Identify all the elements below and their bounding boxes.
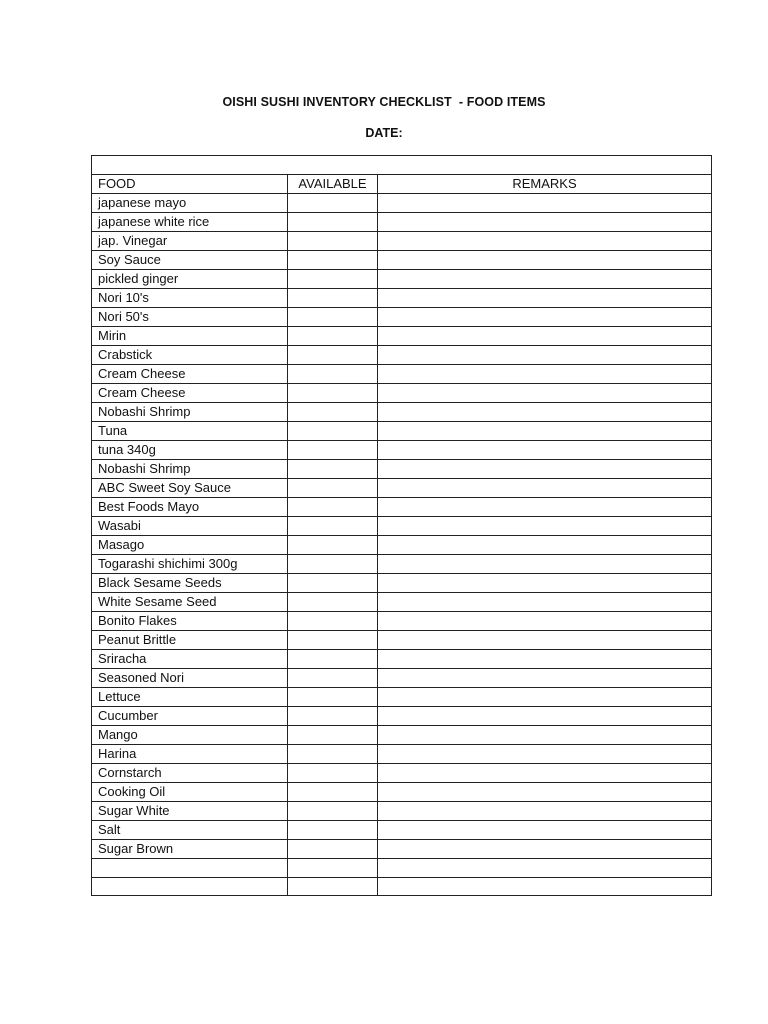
- table-row: [92, 612, 712, 631]
- food-item-cell: Best Foods Mayo: [92, 498, 288, 517]
- available-cell[interactable]: [288, 631, 378, 650]
- table-row: [92, 574, 712, 593]
- available-cell[interactable]: [288, 612, 378, 631]
- food-item-cell: Crabstick: [92, 346, 288, 365]
- available-cell[interactable]: [288, 726, 378, 745]
- table-row: [92, 384, 712, 403]
- available-cell[interactable]: [288, 289, 378, 308]
- table-row: [92, 422, 712, 441]
- table-row: [92, 669, 712, 688]
- available-cell[interactable]: [288, 251, 378, 270]
- available-cell[interactable]: [288, 650, 378, 669]
- table-row: [92, 479, 712, 498]
- remarks-cell[interactable]: [378, 498, 712, 517]
- remarks-cell[interactable]: [378, 536, 712, 555]
- header-remarks: REMARKS: [378, 175, 712, 194]
- remarks-cell[interactable]: [378, 346, 712, 365]
- table-row: [92, 688, 712, 707]
- available-cell[interactable]: [288, 365, 378, 384]
- table-row: [92, 346, 712, 365]
- remarks-cell[interactable]: [378, 194, 712, 213]
- available-cell[interactable]: [288, 840, 378, 859]
- remarks-cell[interactable]: [378, 555, 712, 574]
- remarks-cell[interactable]: [378, 877, 712, 896]
- remarks-cell[interactable]: [378, 251, 712, 270]
- food-item-cell: Lettuce: [92, 688, 288, 707]
- table-row: [92, 631, 712, 650]
- food-item-cell: Sriracha: [92, 650, 288, 669]
- available-cell[interactable]: [288, 232, 378, 251]
- available-cell[interactable]: [288, 479, 378, 498]
- available-cell[interactable]: [288, 783, 378, 802]
- food-item-cell: Harina: [92, 745, 288, 764]
- remarks-cell[interactable]: [378, 840, 712, 859]
- remarks-cell[interactable]: [378, 270, 712, 289]
- food-item-cell: Togarashi shichimi 300g: [92, 555, 288, 574]
- food-item-cell: Peanut Brittle: [92, 631, 288, 650]
- food-item-cell: Salt: [92, 821, 288, 840]
- food-item-cell: Nori 50's: [92, 308, 288, 327]
- table-row: [92, 802, 712, 821]
- remarks-cell[interactable]: [378, 859, 712, 878]
- available-cell[interactable]: [288, 498, 378, 517]
- food-item-cell: Tuna: [92, 422, 288, 441]
- table-row: [92, 213, 712, 232]
- food-item-cell: jap. Vinegar: [92, 232, 288, 251]
- header-food: FOOD: [92, 175, 288, 194]
- remarks-cell[interactable]: [378, 593, 712, 612]
- available-cell[interactable]: [288, 669, 378, 688]
- date-label: DATE:: [365, 126, 403, 140]
- available-cell[interactable]: [288, 707, 378, 726]
- table-row: [92, 745, 712, 764]
- table-row: [92, 840, 712, 859]
- remarks-cell[interactable]: [378, 574, 712, 593]
- remarks-cell[interactable]: [378, 517, 712, 536]
- available-cell[interactable]: [288, 574, 378, 593]
- food-item-cell: Soy Sauce: [92, 251, 288, 270]
- available-cell[interactable]: [288, 384, 378, 403]
- table-row: [92, 593, 712, 612]
- table-row: [92, 403, 712, 422]
- table-row: [92, 726, 712, 745]
- table-row: [92, 783, 712, 802]
- remarks-cell[interactable]: [378, 726, 712, 745]
- inventory-table: [91, 155, 712, 896]
- remarks-cell[interactable]: [378, 707, 712, 726]
- table-row: [92, 821, 712, 840]
- page-title: OISHI SUSHI INVENTORY CHECKLIST - FOOD ITEMS: [222, 95, 546, 109]
- available-cell[interactable]: [288, 745, 378, 764]
- remarks-cell[interactable]: [378, 365, 712, 384]
- available-cell[interactable]: [288, 536, 378, 555]
- available-cell[interactable]: [288, 403, 378, 422]
- food-item-cell: Cornstarch: [92, 764, 288, 783]
- food-item-cell: [92, 877, 288, 896]
- available-cell[interactable]: [288, 802, 378, 821]
- remarks-cell[interactable]: [378, 327, 712, 346]
- available-cell[interactable]: [288, 327, 378, 346]
- table-row: [92, 270, 712, 289]
- remarks-cell[interactable]: [378, 669, 712, 688]
- table-row: [92, 764, 712, 783]
- table-top-blank-row: [92, 156, 712, 175]
- food-item-cell: japanese white rice: [92, 213, 288, 232]
- available-cell[interactable]: [288, 460, 378, 479]
- remarks-cell[interactable]: [378, 802, 712, 821]
- available-cell[interactable]: [288, 877, 378, 896]
- table-row: [92, 650, 712, 669]
- table-row: [92, 308, 712, 327]
- available-cell[interactable]: [288, 441, 378, 460]
- table-row: [92, 441, 712, 460]
- remarks-cell[interactable]: [378, 783, 712, 802]
- food-item-cell: Black Sesame Seeds: [92, 574, 288, 593]
- table-row: [92, 327, 712, 346]
- table-row: [92, 517, 712, 536]
- remarks-cell[interactable]: [378, 308, 712, 327]
- food-item-cell: pickled ginger: [92, 270, 288, 289]
- available-cell[interactable]: [288, 593, 378, 612]
- table-row: [92, 859, 712, 878]
- table-row: [92, 251, 712, 270]
- remarks-cell[interactable]: [378, 460, 712, 479]
- table-row: [92, 555, 712, 574]
- available-cell[interactable]: [288, 308, 378, 327]
- available-cell[interactable]: [288, 422, 378, 441]
- remarks-cell[interactable]: [378, 479, 712, 498]
- available-cell[interactable]: [288, 346, 378, 365]
- food-item-cell: [92, 859, 288, 878]
- header-available: AVAILABLE: [288, 175, 378, 194]
- table-row: [92, 194, 712, 213]
- food-item-cell: Sugar White: [92, 802, 288, 821]
- available-cell[interactable]: [288, 270, 378, 289]
- table-row: [92, 232, 712, 251]
- table-row: [92, 365, 712, 384]
- remarks-cell[interactable]: [378, 821, 712, 840]
- food-item-cell: Mirin: [92, 327, 288, 346]
- available-cell[interactable]: [288, 764, 378, 783]
- food-item-cell: Sugar Brown: [92, 840, 288, 859]
- table-row: [92, 536, 712, 555]
- table-row: [92, 289, 712, 308]
- remarks-cell[interactable]: [378, 745, 712, 764]
- food-item-cell: Nobashi Shrimp: [92, 460, 288, 479]
- food-item-cell: Cooking Oil: [92, 783, 288, 802]
- food-item-cell: Bonito Flakes: [92, 612, 288, 631]
- table-row: [92, 460, 712, 479]
- available-cell[interactable]: [288, 213, 378, 232]
- food-item-cell: Wasabi: [92, 517, 288, 536]
- available-cell[interactable]: [288, 821, 378, 840]
- food-item-cell: japanese mayo: [92, 194, 288, 213]
- food-item-cell: Mango: [92, 726, 288, 745]
- remarks-cell[interactable]: [378, 650, 712, 669]
- food-item-cell: Nori 10's: [92, 289, 288, 308]
- remarks-cell[interactable]: [378, 213, 712, 232]
- remarks-cell[interactable]: [378, 688, 712, 707]
- remarks-cell[interactable]: [378, 403, 712, 422]
- remarks-cell[interactable]: [378, 422, 712, 441]
- table-row: [92, 877, 712, 896]
- table-header-row: [92, 175, 712, 194]
- food-item-cell: Cream Cheese: [92, 365, 288, 384]
- remarks-cell[interactable]: [378, 764, 712, 783]
- remarks-cell[interactable]: [378, 441, 712, 460]
- table-top-blank-cell[interactable]: [92, 156, 712, 175]
- inventory-table-container: [91, 155, 712, 896]
- available-cell[interactable]: [288, 859, 378, 878]
- food-item-cell: Nobashi Shrimp: [92, 403, 288, 422]
- food-item-cell: Seasoned Nori: [92, 669, 288, 688]
- food-item-cell: Cream Cheese: [92, 384, 288, 403]
- food-item-cell: Cucumber: [92, 707, 288, 726]
- available-cell[interactable]: [288, 688, 378, 707]
- remarks-cell[interactable]: [378, 232, 712, 251]
- food-item-cell: Masago: [92, 536, 288, 555]
- available-cell[interactable]: [288, 517, 378, 536]
- available-cell[interactable]: [288, 194, 378, 213]
- table-row: [92, 707, 712, 726]
- food-item-cell: tuna 340g: [92, 441, 288, 460]
- available-cell[interactable]: [288, 555, 378, 574]
- food-item-cell: ABC Sweet Soy Sauce: [92, 479, 288, 498]
- food-item-cell: White Sesame Seed: [92, 593, 288, 612]
- remarks-cell[interactable]: [378, 384, 712, 403]
- remarks-cell[interactable]: [378, 631, 712, 650]
- remarks-cell[interactable]: [378, 612, 712, 631]
- table-row: [92, 498, 712, 517]
- remarks-cell[interactable]: [378, 289, 712, 308]
